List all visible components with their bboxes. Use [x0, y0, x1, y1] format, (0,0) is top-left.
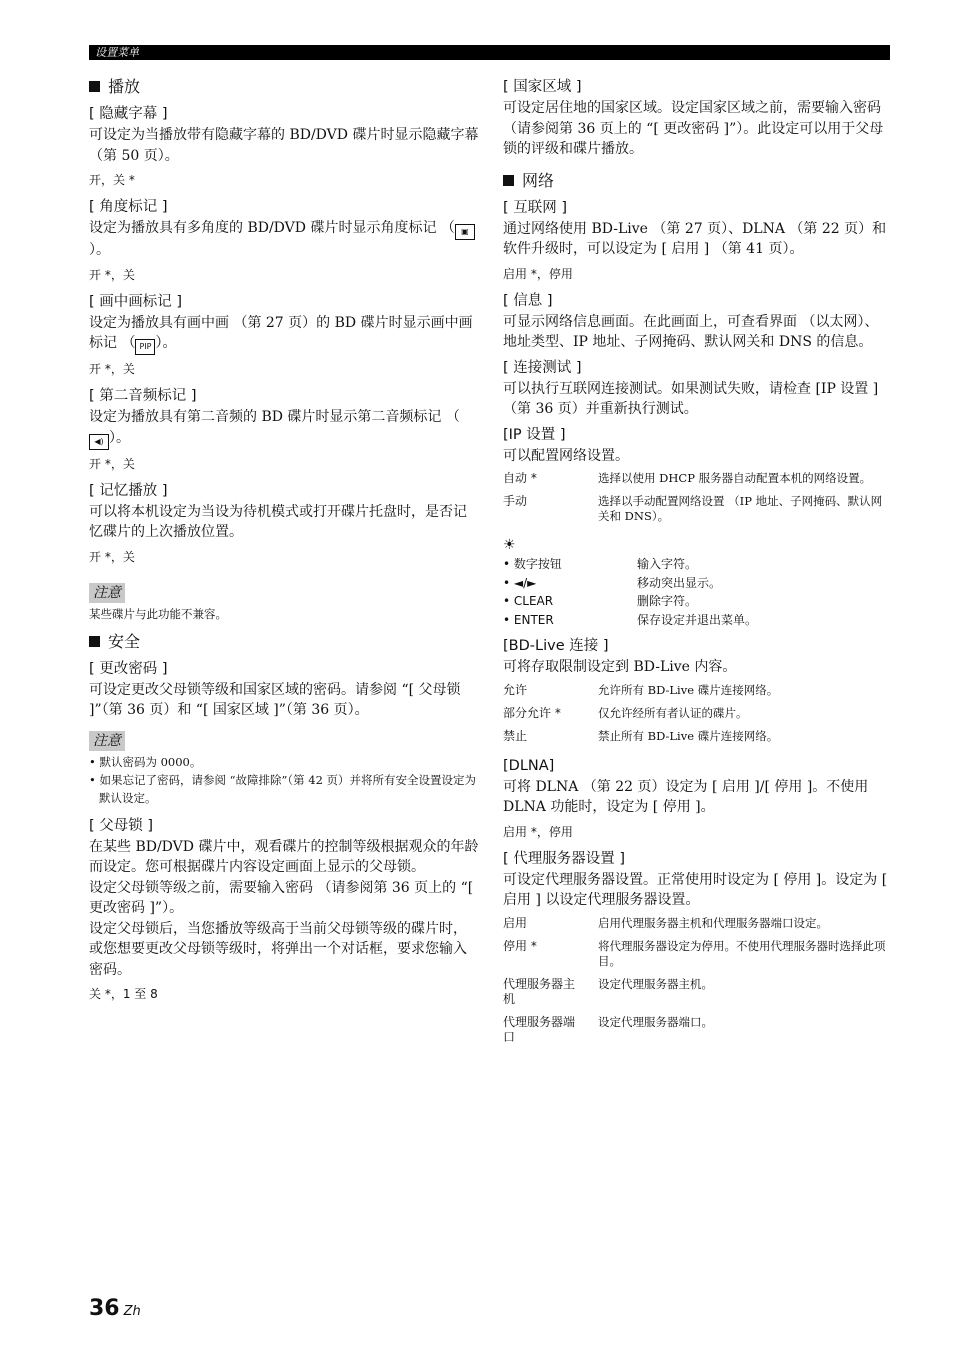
option-desc: 将代理服务器设定为停用。不使用代理服务器时选择此项目。 [598, 938, 886, 968]
note-item: • 默认密码为 0000。 [89, 754, 202, 769]
table-row [503, 592, 757, 611]
item-body-dlna: 可将 DLNA （第 22 页）设定为 [ 启用 ]/[ 停用 ]。不使用 DLNA 功能时，设定为 [ 停用 ]。 [503, 778, 869, 815]
square-bullet-icon [503, 175, 514, 186]
option-desc: 选择以手动配置网络设置 （IP 地址、子网掩码、默认网关和 DNS）。 [598, 494, 883, 523]
item-title-pip: [ 画中画标记 ] [89, 293, 183, 310]
item-title-audio2: [ 第二音频标记 ] [89, 388, 197, 404]
table-row [503, 574, 757, 593]
table-row [503, 913, 891, 936]
section-title: 安全 [108, 631, 141, 651]
item-title-ip: [IP 设置 ] [503, 426, 566, 443]
item-body-angle: 设定为播放具有多角度的 BD/DVD 碟片时显示角度标记 （ ▣）。 [89, 218, 479, 261]
table-row [503, 611, 757, 630]
section-security-heading [89, 631, 479, 653]
option-key: 代理服务器端口 [503, 1014, 576, 1044]
table-row [503, 468, 891, 491]
table-row [503, 1012, 891, 1050]
table-row [503, 703, 891, 726]
option-desc: 设定代理服务器端口。 [598, 1014, 713, 1029]
table-row [503, 680, 891, 703]
option-desc: 启用代理服务器主机和代理服务器端口设定。 [598, 915, 828, 930]
option-desc: 设定代理服务器主机。 [598, 976, 713, 991]
key-hint-table [503, 555, 757, 629]
angle-mark-icon: ▣ [455, 224, 475, 240]
option-key: 部分允许 * [503, 705, 561, 720]
option-desc: 允许所有 BD-Live 碟片连接网络。 [598, 682, 779, 697]
key-name: • 数字按钮 [503, 557, 562, 571]
section-network-heading [503, 170, 891, 192]
option-key: 代理服务器主机 [503, 976, 576, 1006]
item-title-test: [ 连接测试 ] [503, 359, 582, 376]
key-name: • ◄/► [503, 575, 537, 590]
item-title-parental: [ 父母锁 ] [89, 817, 154, 834]
option-desc: 仅允许经所有者认证的碟片。 [598, 705, 748, 720]
ip-options-table [503, 468, 891, 529]
item-options-resume: 开 *，关 [89, 549, 135, 564]
item-body-cc: 可设定为当播放带有隐藏字幕的 BD/DVD 碟片时显示隐藏字幕 （第 50 页）。 [89, 127, 479, 164]
left-column [89, 76, 479, 1010]
item-title-bdlive: [BD-Live 连接 ] [503, 638, 609, 654]
key-name: • ENTER [503, 612, 554, 627]
item-body-country: 可设定居住地的国家区域。设定国家区域之前，需要输入密码 （请参阅第 36 页上的 “[ 更改密码 ]”）。此设定可以用于父母锁的评级和碟片播放。 [503, 100, 884, 157]
key-name: • CLEAR [503, 594, 554, 608]
item-body-proxy: 可设定代理服务器设置。正常使用时设定为 [ 停用 ]。设定为 [ 启用 ] 以设定代理服务器设置。 [503, 871, 888, 908]
square-bullet-icon [89, 81, 100, 92]
item-title-dlna: [DLNA] [503, 757, 555, 774]
item-title-angle: [ 角度标记 ] [89, 199, 168, 215]
square-bullet-icon [89, 636, 100, 647]
option-key: 禁止 [503, 728, 528, 743]
item-options-parental: 关 *，1 至 8 [89, 987, 158, 1001]
item-options-audio2: 开 *，关 [89, 456, 135, 471]
key-desc: 删除字符。 [637, 594, 698, 608]
item-body-parental-2: 设定父母锁等级之前，需要输入密码 （请参阅第 36 页上的 “[ 更改密码 ]”）。 [89, 879, 474, 916]
proxy-options-table [503, 913, 891, 1050]
item-body-internet: 通过网络使用 BD-Live （第 27 页）、DLNA （第 22 页）和软件升级时，可以设定为 [ 启用 ] （第 41 页）。 [503, 220, 887, 257]
option-desc: 禁止所有 BD-Live 碟片连接网络。 [598, 728, 779, 743]
bdlive-options-table [503, 680, 891, 749]
item-options-internet: 启用 *，停用 [503, 266, 573, 281]
table-row [503, 936, 891, 974]
item-body-resume: 可以将本机设定为当设为待机模式或打开碟片托盘时，是否记忆碟片的上次播放位置。 [89, 503, 467, 540]
note-label: 注意 [89, 731, 125, 751]
item-body-info: 可显示网络信息画面。在此画面上，可查看界面 （以太网）、地址类型、IP 地址、子网掩码、默认网关和 DNS 的信息。 [503, 313, 879, 350]
language-code: Zh [123, 1304, 141, 1319]
item-body-ip: 可以配置网络设置。 [503, 447, 629, 464]
item-title-cc: [ 隐藏字幕 ] [89, 106, 168, 122]
item-body-audio2: 设定为播放具有第二音频的 BD 碟片时显示第二音频标记 （◀) ）。 [89, 407, 479, 450]
note-label: 注意 [89, 583, 125, 603]
item-body-test: 可以执行互联网连接测试。如果测试失败，请检查 [IP 设置 ] （第 36 页）并重新执行测试。 [503, 380, 879, 417]
item-title-proxy: [ 代理服务器设置 ] [503, 850, 626, 867]
table-row [503, 726, 891, 749]
item-options-cc: 开，关 * [89, 173, 135, 187]
key-desc: 保存设定并退出菜单。 [637, 612, 758, 627]
section-title: 播放 [108, 77, 141, 96]
item-title-country: [ 国家区域 ] [503, 79, 582, 95]
key-desc: 移动突出显示。 [637, 575, 722, 590]
header-label: 设置菜单 [95, 46, 139, 59]
item-body-parental-3: 设定父母锁后，当您播放等级高于当前父母锁等级的碟片时，或您想要更改父母锁等级时，将弹出一个对话框，要求您输入密码。 [89, 920, 467, 978]
option-key: 自动 * [503, 471, 537, 485]
note-text: 某些碟片与此功能不兼容。 [89, 606, 227, 621]
item-body-pip: 设定为播放具有画中画 （第 27 页）的 BD 碟片时显示画中画标记 （ PIP ）。 [89, 313, 479, 356]
option-desc: 选择以使用 DHCP 服务器自动配置本机的网络设置。 [598, 471, 872, 485]
hint-icon: ☀ [503, 537, 516, 553]
option-key: 允许 [503, 682, 528, 697]
item-options-angle: 开 *，关 [89, 267, 135, 282]
page-number: 36 [89, 1296, 120, 1321]
item-title-info: [ 信息 ] [503, 292, 553, 309]
note-list [89, 753, 479, 807]
page-footer [89, 1296, 141, 1321]
item-title-password: [ 更改密码 ] [89, 660, 168, 677]
option-key: 停用 * [503, 938, 537, 953]
pip-mark-icon: PIP [135, 339, 155, 355]
item-options-dlna: 启用 *，停用 [503, 824, 573, 839]
item-title-internet: [ 互联网 ] [503, 199, 568, 216]
section-playback-heading [89, 76, 479, 98]
header-bar [89, 45, 890, 60]
table-row [503, 491, 891, 529]
section-title: 网络 [522, 170, 555, 190]
option-key: 手动 [503, 494, 528, 508]
item-title-resume: [ 记忆播放 ] [89, 482, 168, 499]
note-item: • 如果忘记了密码，请参阅 “故障排除”（第 42 页）并将所有安全设置设定为默认设定。 [89, 772, 477, 805]
item-options-pip: 开 *，关 [89, 362, 135, 376]
right-column [503, 76, 891, 1056]
item-body-password: 可设定更改父母锁等级和国家区域的密码。请参阅 “[ 父母锁 ]”（第 36 页）和 “[ 国家区域 ]”（第 36 页）。 [89, 681, 461, 718]
key-desc: 输入字符。 [637, 557, 698, 571]
item-body-parental-1: 在某些 BD/DVD 碟片中，观看碟片的控制等级根据观众的年龄而设定。您可根据碟片内容设定画面上显示的父母锁。 [89, 838, 479, 875]
option-key: 启用 [503, 915, 528, 930]
item-body-bdlive: 可将存取限制设定到 BD-Live 内容。 [503, 659, 737, 675]
secondary-audio-mark-icon: ◀) [89, 434, 109, 450]
table-row [503, 555, 757, 574]
table-row [503, 974, 891, 1012]
